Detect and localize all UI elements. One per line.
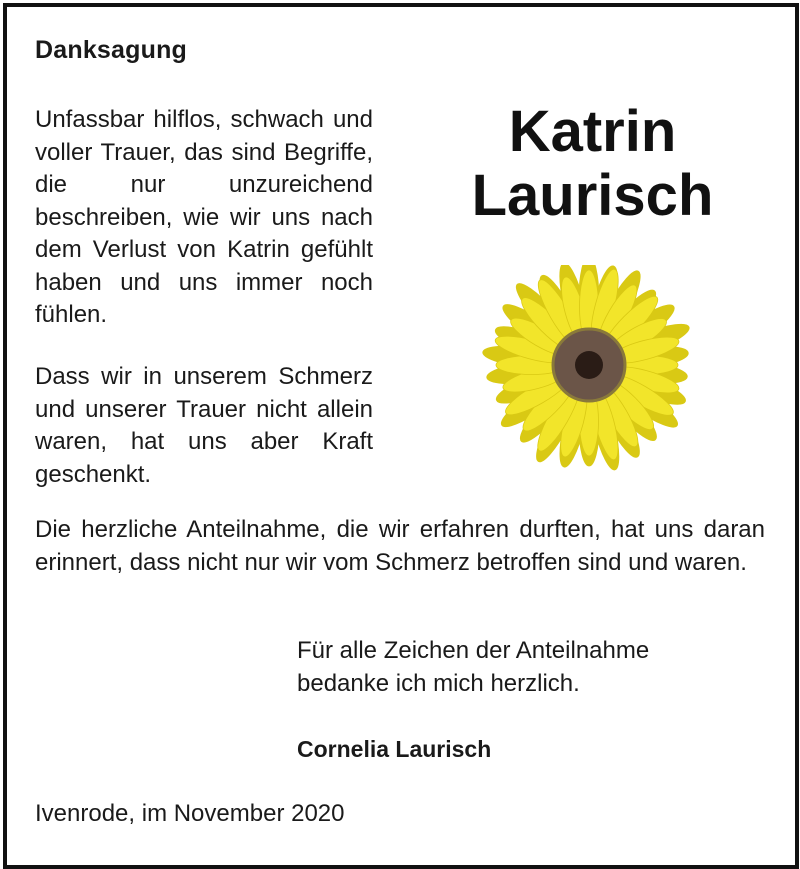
thanks-text <box>297 634 649 700</box>
paragraph-sympathy: Die herzliche Anteilnahme, die wir erfahren durften, hat uns daran erinnert, dass nicht nur wir vom Schmerz betroffen sind und waren. <box>35 516 765 576</box>
paragraph-support: Dass wir in unserem Schmerz und unserer Trauer nicht allein waren, hat uns aber Kraft geschenkt. <box>35 363 373 488</box>
thanks-line-2: bedanke ich mich herzlich. <box>297 670 580 697</box>
deceased-last-name: Laurisch <box>471 163 714 228</box>
thanks-line-1: Für alle Zeichen der Anteilnahme <box>297 637 650 664</box>
deceased-first-name: Katrin <box>508 99 677 164</box>
place-and-date: Ivenrode, im November 2020 <box>35 800 345 827</box>
notice-heading: Danksagung <box>35 36 188 64</box>
paragraph-loss: Unfassbar hilflos, schwach und voller Trauer, das sind Begriffe, die nur unzureichend beschreiben, wie wir uns nach dem Verlust von Katrin gefühlt haben und uns immer noch fühlen. <box>35 106 373 328</box>
signer-name: Cornelia Laurisch <box>297 736 492 762</box>
flower-center-dark <box>575 351 603 379</box>
yellow-gerbera-flower-icon <box>478 265 696 471</box>
deceased-name <box>440 100 745 228</box>
